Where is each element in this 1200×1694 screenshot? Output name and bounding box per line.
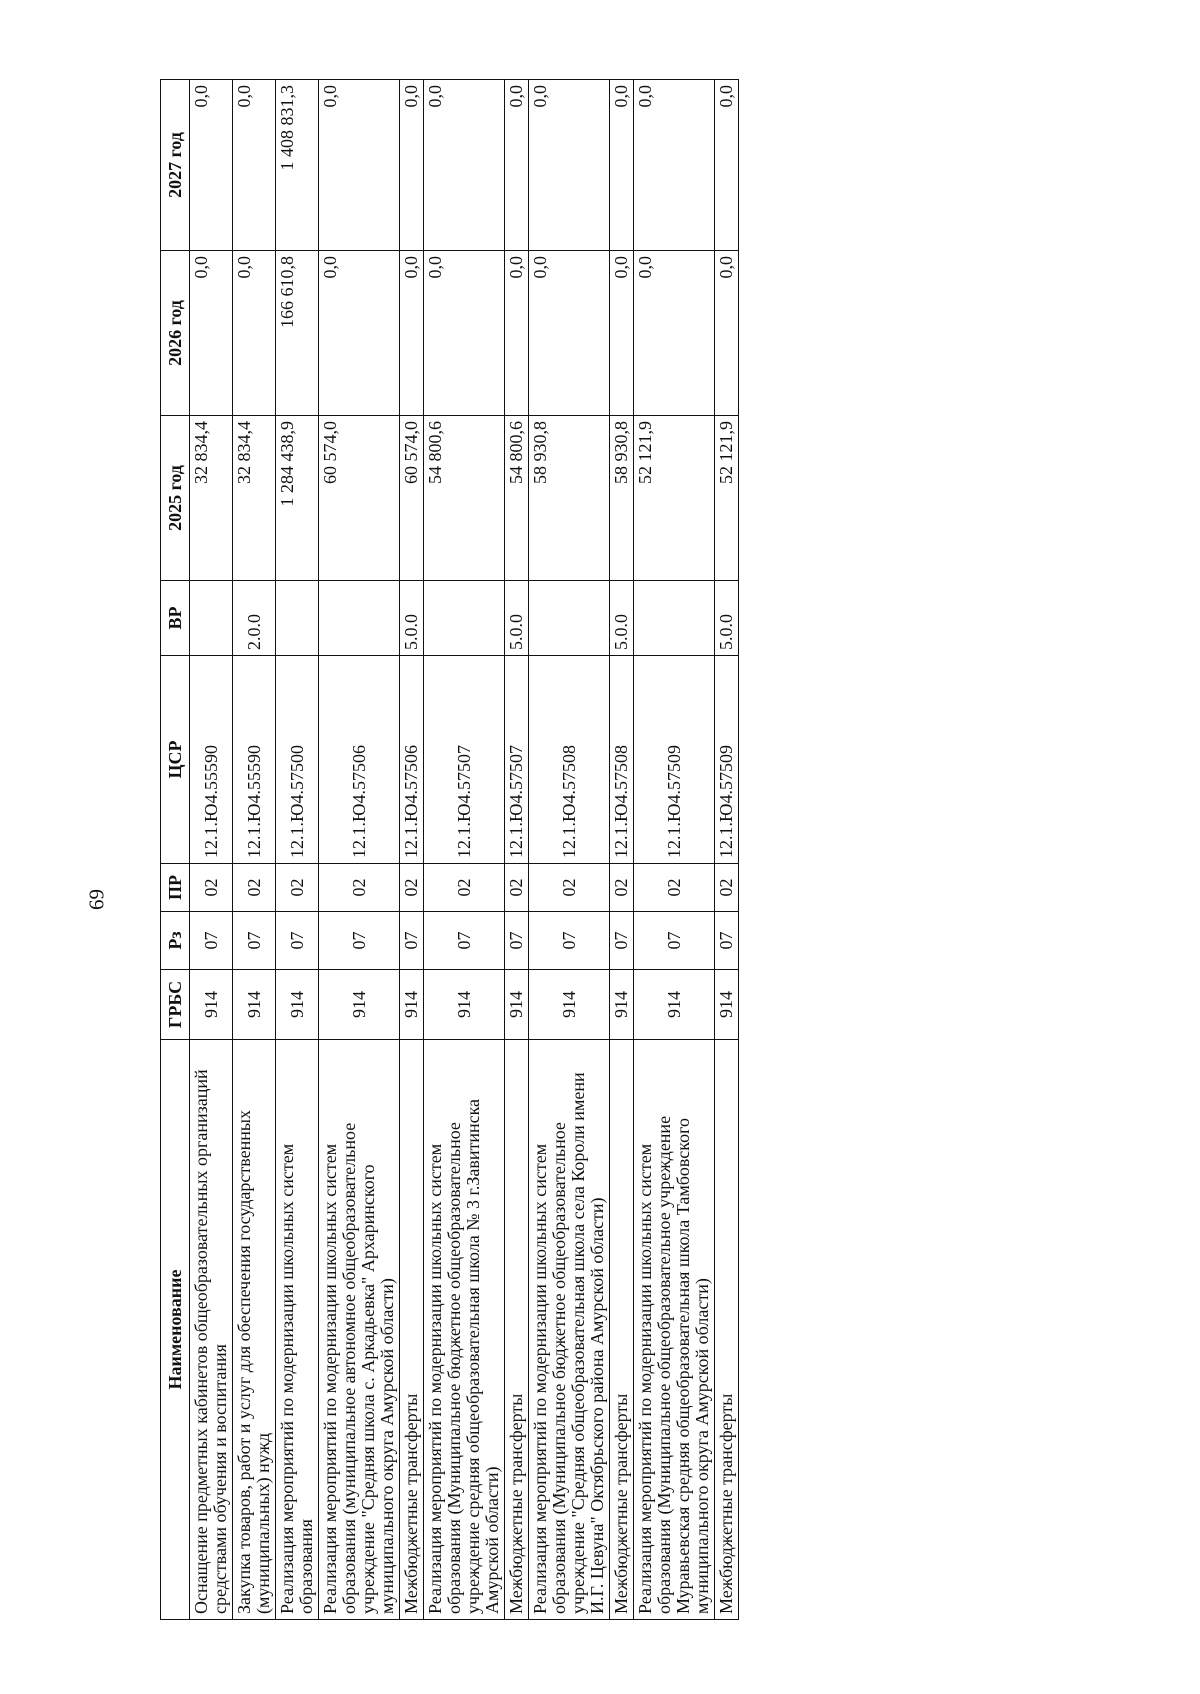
cell-pr: 02 xyxy=(529,864,610,912)
table-row xyxy=(190,80,233,1620)
cell-rz: 07 xyxy=(319,912,400,970)
cell-2027: 0,0 xyxy=(424,80,505,251)
cell-name: Реализация мероприятий по модернизации школьных систем образования (муниципальное автономное общеобразовательное учреждение "Средняя школа с. Аркадьевка" Архаринского муниципального округа Амурской области) xyxy=(319,1040,400,1620)
cell-2025: 32 834,4 xyxy=(233,416,276,581)
table-row xyxy=(715,80,739,1620)
cell-grbs: 914 xyxy=(233,970,276,1040)
cell-grbs: 914 xyxy=(276,970,319,1040)
cell-2026: 0,0 xyxy=(505,251,529,416)
cell-2026: 0,0 xyxy=(190,251,233,416)
page-number: 69 xyxy=(84,889,109,910)
cell-2027: 0,0 xyxy=(400,80,424,251)
table-row xyxy=(400,80,424,1620)
cell-2025: 52 121,9 xyxy=(634,416,715,581)
cell-rz: 07 xyxy=(233,912,276,970)
cell-csr: 12.1.Ю4.57509 xyxy=(634,656,715,864)
cell-rz: 07 xyxy=(400,912,424,970)
cell-pr: 02 xyxy=(190,864,233,912)
cell-2027: 1 408 831,3 xyxy=(276,80,319,251)
cell-csr: 12.1.Ю4.57507 xyxy=(505,656,529,864)
header-csr: ЦСР xyxy=(161,656,190,864)
table-body xyxy=(190,80,739,1620)
cell-2026: 0,0 xyxy=(634,251,715,416)
cell-rz: 07 xyxy=(424,912,505,970)
cell-2027: 0,0 xyxy=(634,80,715,251)
header-2025: 2025 год xyxy=(161,416,190,581)
cell-2025: 1 284 438,9 xyxy=(276,416,319,581)
cell-2025: 58 930,8 xyxy=(610,416,634,581)
cell-2026: 0,0 xyxy=(424,251,505,416)
cell-2025: 32 834,4 xyxy=(190,416,233,581)
cell-grbs: 914 xyxy=(715,970,739,1040)
cell-pr: 02 xyxy=(276,864,319,912)
table-header-row xyxy=(161,80,190,1620)
cell-2025: 60 574,0 xyxy=(400,416,424,581)
cell-name: Реализация мероприятий по модернизации школьных систем образования (Муниципальное общеобразовательное учреждение Муравьевская средняя общеобразовательная школа Тамбовского муниципального округа Амурской области) xyxy=(634,1040,715,1620)
cell-2026: 0,0 xyxy=(610,251,634,416)
table-row xyxy=(505,80,529,1620)
budget-table xyxy=(160,79,739,1620)
cell-name: Закупка товаров, работ и услуг для обеспечения государственных (муниципальных) нужд xyxy=(233,1040,276,1620)
table-row xyxy=(276,80,319,1620)
table-row xyxy=(634,80,715,1620)
header-2026: 2026 год xyxy=(161,251,190,416)
cell-2027: 0,0 xyxy=(319,80,400,251)
cell-name: Реализация мероприятий по модернизации школьных систем образования (Муниципальное бюджетное общеобразовательное учреждение средняя общеобразовательная школа № 3 г.Завитинска Амурской области) xyxy=(424,1040,505,1620)
cell-csr: 12.1.Ю4.57506 xyxy=(319,656,400,864)
cell-rz: 07 xyxy=(715,912,739,970)
cell-csr: 12.1.Ю4.55590 xyxy=(233,656,276,864)
cell-grbs: 914 xyxy=(610,970,634,1040)
cell-pr: 02 xyxy=(400,864,424,912)
cell-vr: 5.0.0 xyxy=(610,581,634,656)
cell-csr: 12.1.Ю4.57508 xyxy=(610,656,634,864)
cell-2027: 0,0 xyxy=(529,80,610,251)
cell-csr: 12.1.Ю4.57508 xyxy=(529,656,610,864)
cell-name: Межбюджетные трансферты xyxy=(715,1040,739,1620)
cell-grbs: 914 xyxy=(529,970,610,1040)
cell-2027: 0,0 xyxy=(233,80,276,251)
cell-name: Реализация мероприятий по модернизации школьных систем образования (Муниципальное бюджетное общеобразовательное учреждение "Средняя общеобразовательная школа села Короли имени И.Г. Цевуна" Октябрьского района Амурской области) xyxy=(529,1040,610,1620)
cell-vr: 5.0.0 xyxy=(715,581,739,656)
cell-csr: 12.1.Ю4.57500 xyxy=(276,656,319,864)
cell-2025: 52 121,9 xyxy=(715,416,739,581)
cell-pr: 02 xyxy=(634,864,715,912)
cell-name: Межбюджетные трансферты xyxy=(610,1040,634,1620)
cell-2026: 0,0 xyxy=(400,251,424,416)
cell-2027: 0,0 xyxy=(190,80,233,251)
cell-vr: 2.0.0 xyxy=(233,581,276,656)
cell-grbs: 914 xyxy=(190,970,233,1040)
header-pr: ПР xyxy=(161,864,190,912)
cell-vr xyxy=(529,581,610,656)
cell-2026: 0,0 xyxy=(529,251,610,416)
cell-grbs: 914 xyxy=(505,970,529,1040)
table-row xyxy=(424,80,505,1620)
cell-2026: 166 610,8 xyxy=(276,251,319,416)
cell-vr xyxy=(276,581,319,656)
cell-rz: 07 xyxy=(610,912,634,970)
cell-vr xyxy=(319,581,400,656)
cell-name: Реализация мероприятий по модернизации школьных систем образования xyxy=(276,1040,319,1620)
cell-2027: 0,0 xyxy=(505,80,529,251)
cell-vr xyxy=(190,581,233,656)
cell-vr xyxy=(424,581,505,656)
cell-pr: 02 xyxy=(610,864,634,912)
cell-pr: 02 xyxy=(424,864,505,912)
cell-rz: 07 xyxy=(190,912,233,970)
cell-pr: 02 xyxy=(715,864,739,912)
cell-2025: 58 930,8 xyxy=(529,416,610,581)
header-name: Наименование xyxy=(161,1040,190,1620)
cell-pr: 02 xyxy=(319,864,400,912)
table-row xyxy=(233,80,276,1620)
cell-grbs: 914 xyxy=(319,970,400,1040)
rotated-page-content xyxy=(160,80,1020,1620)
cell-csr: 12.1.Ю4.57507 xyxy=(424,656,505,864)
cell-grbs: 914 xyxy=(400,970,424,1040)
table-row xyxy=(529,80,610,1620)
cell-vr: 5.0.0 xyxy=(505,581,529,656)
cell-2026: 0,0 xyxy=(715,251,739,416)
cell-rz: 07 xyxy=(505,912,529,970)
header-2027: 2027 год xyxy=(161,80,190,251)
header-vr: ВР xyxy=(161,581,190,656)
header-rz: Рз xyxy=(161,912,190,970)
cell-2025: 54 800,6 xyxy=(505,416,529,581)
cell-2026: 0,0 xyxy=(233,251,276,416)
cell-name: Межбюджетные трансферты xyxy=(505,1040,529,1620)
cell-pr: 02 xyxy=(233,864,276,912)
cell-name: Оснащение предметных кабинетов общеобразовательных организаций средствами обучения и воспитания xyxy=(190,1040,233,1620)
cell-2027: 0,0 xyxy=(610,80,634,251)
header-grbs: ГРБС xyxy=(161,970,190,1040)
cell-csr: 12.1.Ю4.55590 xyxy=(190,656,233,864)
cell-grbs: 914 xyxy=(424,970,505,1040)
table-row xyxy=(319,80,400,1620)
cell-rz: 07 xyxy=(634,912,715,970)
cell-2025: 60 574,0 xyxy=(319,416,400,581)
cell-vr xyxy=(634,581,715,656)
table-row xyxy=(610,80,634,1620)
cell-csr: 12.1.Ю4.57506 xyxy=(400,656,424,864)
cell-csr: 12.1.Ю4.57509 xyxy=(715,656,739,864)
cell-rz: 07 xyxy=(276,912,319,970)
cell-2025: 54 800,6 xyxy=(424,416,505,581)
cell-rz: 07 xyxy=(529,912,610,970)
cell-name: Межбюджетные трансферты xyxy=(400,1040,424,1620)
cell-pr: 02 xyxy=(505,864,529,912)
cell-2027: 0,0 xyxy=(715,80,739,251)
cell-2026: 0,0 xyxy=(319,251,400,416)
cell-vr: 5.0.0 xyxy=(400,581,424,656)
cell-grbs: 914 xyxy=(634,970,715,1040)
